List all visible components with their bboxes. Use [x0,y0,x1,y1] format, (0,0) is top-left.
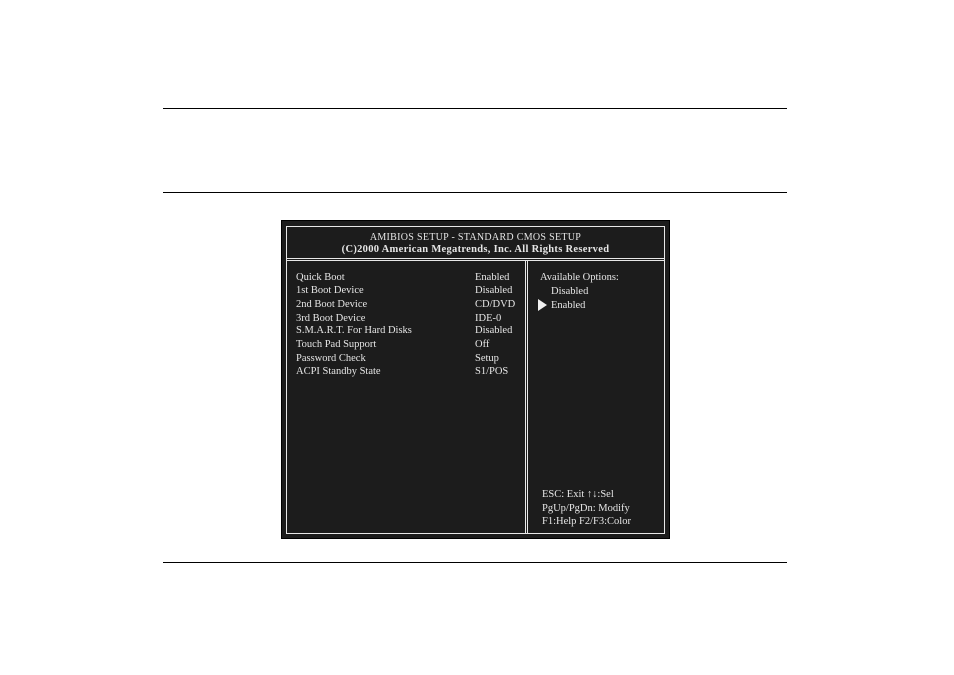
top-rule [163,108,787,109]
panel-divider [525,260,528,534]
help-pgup-pgdn: PgUp/PgDn: Modify [542,503,630,514]
value-quick-boot[interactable]: Enabled [475,272,510,283]
bios-copyright: (C)2000 American Megatrends, Inc. All Rights Reserved [341,244,610,255]
value-touch-pad-support[interactable]: Off [475,339,490,350]
setting-touch-pad-support[interactable]: Touch Pad Support [296,339,377,350]
header-divider [286,258,665,261]
setting-2nd-boot-device[interactable]: 2nd Boot Device [296,299,368,310]
value-smart-hard-disks[interactable]: Disabled [475,325,513,336]
available-options-title: Available Options: [540,272,619,283]
triangle-right-icon [538,299,547,311]
bios-setup-screen [281,220,670,539]
help-f1-f2-f3: F1:Help F2/F3:Color [542,516,631,527]
option-disabled[interactable]: Disabled [551,286,589,297]
setting-3rd-boot-device[interactable]: 3rd Boot Device [296,313,366,324]
help-esc-exit: ESC: Exit ↑↓:Sel [542,489,614,500]
setting-quick-boot[interactable]: Quick Boot [296,272,345,283]
value-2nd-boot-device[interactable]: CD/DVD [475,299,516,310]
setting-smart-hard-disks[interactable]: S.M.A.R.T. For Hard Disks [296,325,412,336]
value-1st-boot-device[interactable]: Disabled [475,285,513,296]
setting-1st-boot-device[interactable]: 1st Boot Device [296,285,364,296]
value-3rd-boot-device[interactable]: IDE-0 [475,313,502,324]
setting-password-check[interactable]: Password Check [296,353,366,364]
setting-acpi-standby-state[interactable]: ACPI Standby State [296,366,381,377]
bios-title: AMIBIOS SETUP - STANDARD CMOS SETUP [369,232,582,243]
middle-rule [163,192,787,193]
option-enabled[interactable]: Enabled [551,300,586,311]
value-password-check[interactable]: Setup [475,353,499,364]
value-acpi-standby-state[interactable]: S1/POS [475,366,509,377]
bottom-rule [163,562,787,563]
